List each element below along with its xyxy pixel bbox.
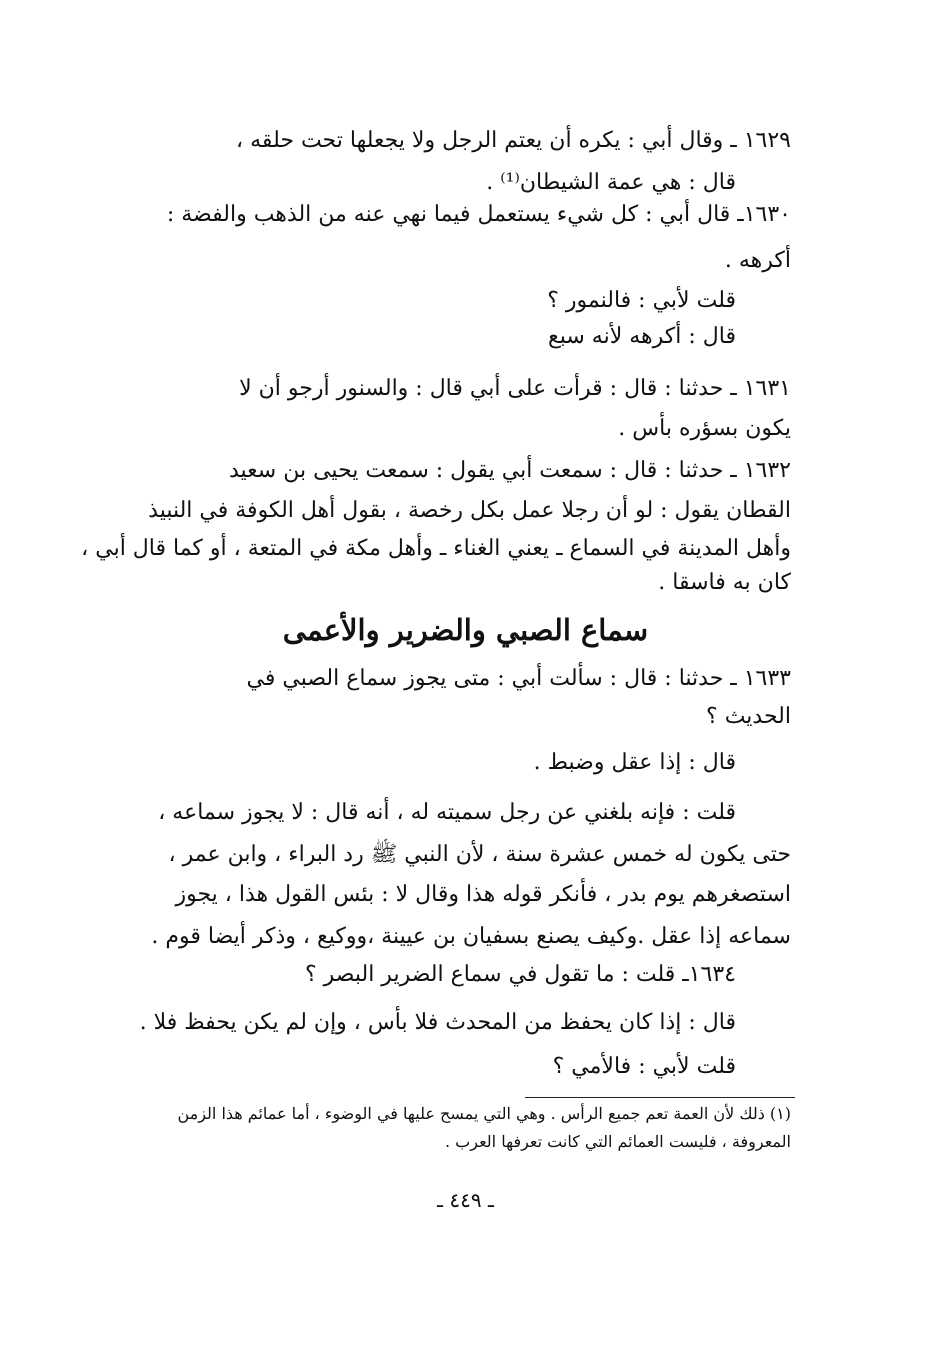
- section-heading: سماع الصبي والضرير والأعمى: [282, 613, 649, 647]
- page-number: ـ ٤٤٩ ـ: [437, 1188, 494, 1212]
- text-line: قلت لأبي : فالنمور ؟: [547, 288, 736, 313]
- text-line: ١٦٣٠ـ قال أبي : كل شيء يستعمل فيما نهي عنه من الذهب والفضة :: [166, 202, 791, 227]
- text-line: قال : أكرهه لأنه سبع: [548, 324, 736, 349]
- text-line: القطان يقول : لو أن رجلا عمل بكل رخصة ، بقول أهل الكوفة في النبيذ: [148, 498, 791, 523]
- footnote-line: (١) ذلك لأن العمة تعم جميع الرأس . وهي التي يمسح عليها في الوضوء ، أما عمائم هذا الزمن: [177, 1104, 791, 1123]
- text-line: قلت لأبي : فالأمي ؟: [552, 1054, 736, 1079]
- footnote-line: المعروفة ، فليست العمائم التي كانت تعرفها العرب .: [445, 1132, 791, 1151]
- text-line: ١٦٣١ ـ حدثنا : قال : قرأت على أبي قال : والسنور أرجو أن لا: [239, 376, 791, 401]
- text-line: يكون بسؤره بأس .: [618, 416, 791, 441]
- text-line: قلت : فإنه بلغني عن رجل سميته له ، أنه قال : لا يجوز سماعه ،: [158, 800, 736, 825]
- text-line: حتى يكون له خمس عشرة سنة ، لأن النبي ﷺ رد البراء ، وابن عمر ،: [168, 842, 791, 867]
- text-line: وأهل المدينة في السماع ـ يعني الغناء ـ وأهل مكة في المتعة ، أو كما قال أبي ،: [81, 536, 791, 561]
- text-line: ١٦٣٤ـ قلت : ما تقول في سماع الضرير البصر ؟: [304, 962, 736, 987]
- text-line: ١٦٣٢ ـ حدثنا : قال : سمعت أبي يقول : سمعت يحيى بن سعيد: [229, 458, 791, 483]
- text-line: استصغرهم يوم بدر ، فأنكر قوله هذا وقال لا : بئس القول هذا ، يجوز: [175, 882, 791, 907]
- text-line: قال : إذا كان يحفظ من المحدث فلا بأس ، وإن لم يكن يحفظ فلا .: [139, 1010, 736, 1035]
- text-line: كان به فاسقا .: [658, 570, 791, 595]
- text-line: ١٦٣٣ ـ حدثنا : قال : سألت أبي : متى يجوز سماع الصبي في: [246, 666, 791, 691]
- text-line: الحديث ؟: [706, 704, 791, 729]
- text-line: قال : إذا عقل وضبط .: [533, 750, 736, 775]
- text-line: ١٦٢٩ ـ وقال أبي : يكره أن يعتم الرجل ولا يجعلها تحت حلقه ،: [236, 128, 791, 153]
- text-line: قال : هي عمة الشيطان⁽¹⁾ .: [486, 170, 736, 195]
- text-line: أكرهه .: [724, 248, 791, 273]
- footnote-separator: [525, 1097, 795, 1098]
- text-line: سماعه إذا عقل .وكيف يصنع بسفيان بن عيينة ،ووكيع ، وذكر أيضا قوم .: [151, 924, 791, 949]
